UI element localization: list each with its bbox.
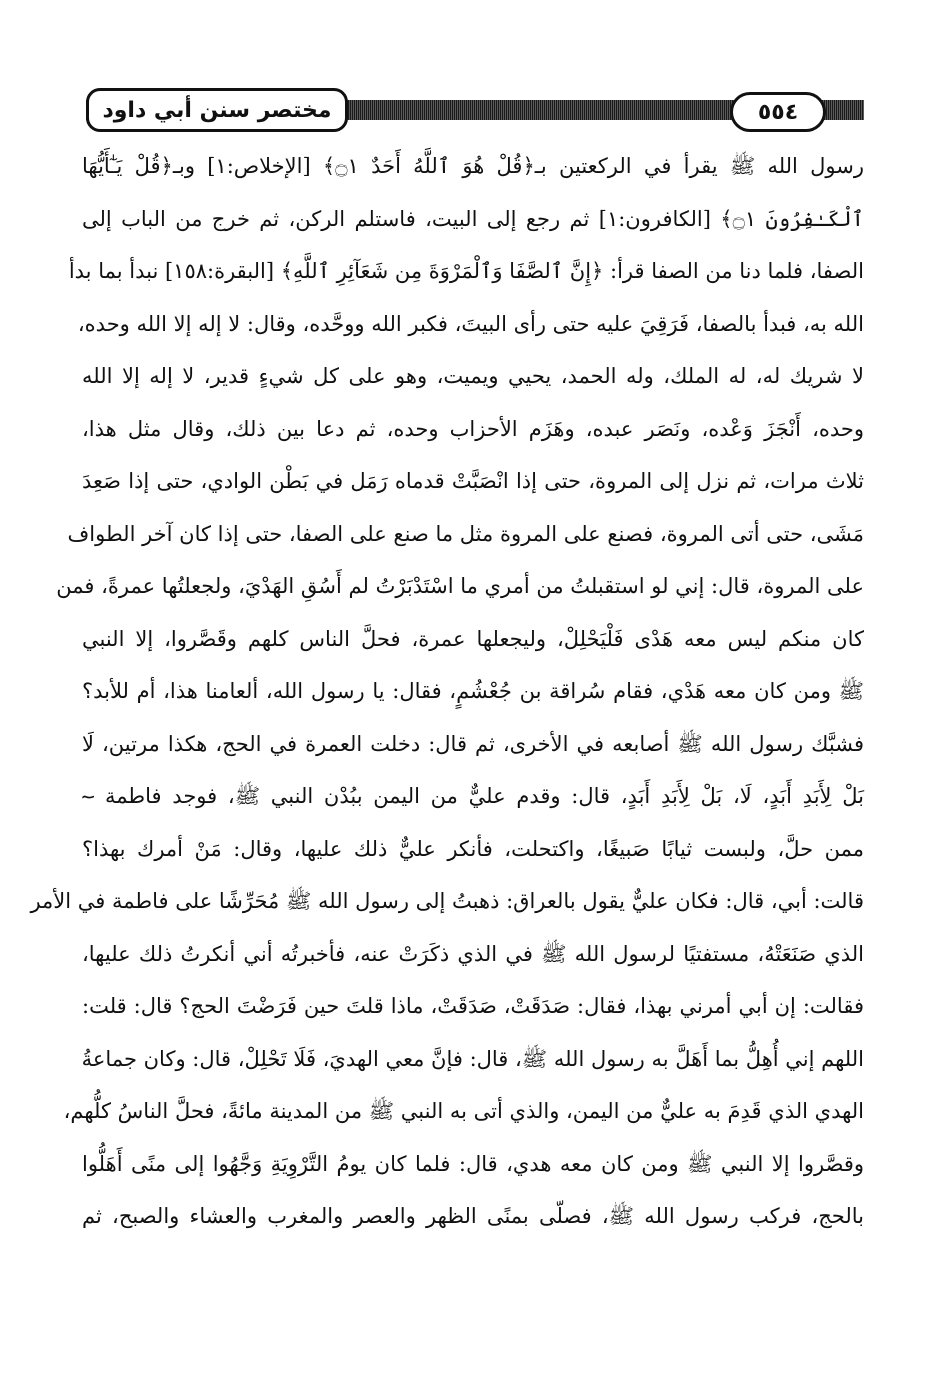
- page-number-frame: [730, 92, 826, 132]
- book-title: مختصر سنن أبي داود: [102, 97, 332, 123]
- text-line: الصفا، فلما دنا من الصفا قرأ: ﴿إِنَّ ٱلصَّفَا وَٱلْمَرْوَةَ مِن شَعَآئِرِ ٱللَّهِ﴾ [البقرة:١٥٨] نبدأ بما بدأ: [68, 259, 864, 283]
- text-line: قالت: أبي، قال: فكان عليٌّ يقول بالعراق: ذهبتُ إلى رسول الله ﷺ مُحَرِّشًا على فاطمة في الأمر: [30, 889, 864, 913]
- text-line: ٱلْكَـٰفِرُونَ ۝١﴾ [الكافرون:١] ثم رجع إلى البيت، فاستلم الركن، ثم خرج من الباب إلى: [82, 206, 864, 231]
- text-line: بالحج، فركب رسول الله ﷺ، فصلّى بمنًى الظهر والعصر والمغرب والعشاء والصبح، ثم: [82, 1204, 864, 1228]
- text-line: مَشَى، حتى أتى المروة، فصنع على المروة مثل ما صنع على الصفا، حتى إذا كان آخر الطواف: [67, 521, 864, 546]
- text-line: رسول الله ﷺ يقرأ في الركعتين بـ﴿قُلْ هُوَ ٱللَّهُ أَحَدٌ ۝١﴾ [الإخلاص:١] وبـ﴿قُلْ يَـٰٓأَيُّهَا: [82, 154, 864, 178]
- book-title-frame: [86, 88, 348, 132]
- text-line: الهدي الذي قَدِمَ به عليٌّ من اليمن، والذي أتى به النبي ﷺ من المدينة مائةً، فحلَّ الناسُ كلُّهم،: [63, 1099, 864, 1123]
- text-line: ممن حلَّ، ولبست ثيابًا صَبيغًا، واكتحلت، فأنكر عليٌّ ذلك عليها، وقال: مَنْ أمرك بهذا؟: [82, 836, 864, 861]
- text-line: الله به، فبدأ بالصفا، فَرَقِيَ عليه حتى رأى البيتَ، فكبر الله ووحَّده، وقال: لا إله إلا الله وحده،: [77, 311, 864, 336]
- text-line: كان منكم ليس معه هَدْى فَلْيَحْلِلْ، وليجعلها عمرة، فحلَّ الناس كلهم وقَصَّروا، إلا النبي: [82, 626, 864, 651]
- text-line: الذي صَنَعَتْهُ، مستفتيًا لرسول الله ﷺ في الذي ذكَرَتْ عنه، فأخبرتُه أني أنكرتُ ذلك عليها،: [82, 941, 864, 966]
- text-line: ثلاث مرات، ثم نزل إلى المروة، حتى إذا انْصَبَّتْ قدماه رَمَل في بَطْن الوادي، حتى إذا صَعِدَ: [82, 469, 864, 493]
- main-text-block: [30, 140, 864, 1243]
- text-line: فشبَّك رسول الله ﷺ أصابعه في الأخرى، ثم قال: دخلت العمرة في الحج، هكذا مرتين، لَا: [82, 731, 864, 756]
- text-line: وحده، أَنْجَزَ وَعْده، ونَصَر عبده، وهَزَم الأحزاب وحده، ثم دعا بين ذلك، وقال مثل هذا،: [82, 416, 864, 441]
- page-number: ٥٥٤: [757, 99, 799, 125]
- page-header: [86, 88, 864, 140]
- text-line: لا شريك له، له الملك، وله الحمد، يحيي ويميت، وهو على كل شيءٍ قدير، لا إله إلا الله: [82, 364, 864, 388]
- text-line: على المروة، قال: إني لو استقبلتُ من أمري ما اسْتَدْبَرْتُ لم أَسُقِ الهَدْيَ، ولجعلتُها عمرةً، فمن: [56, 574, 864, 598]
- text-line: وقصَّروا إلا النبي ﷺ ومن كان معه هدي، قال: فلما كان يومُ التَّرْوِيَةِ وَجَّهُوا إلى منًى أَهَلُّوا: [82, 1151, 864, 1176]
- text-line: ﷺ ومن كان معه هَدْي، فقام سُراقة بن جُعْشُمٍ، فقال: يا رسول الله، ألعامنا هذا، أم للأبد؟: [82, 679, 864, 703]
- text-line: اللهم إني أُهِلُّ بما أَهَلَّ به رسول الله ﷺ، قال: فإنَّ معي الهديَ، فَلَا تَحْلِلْ، قال: وكان جماعةُ: [81, 1046, 864, 1071]
- text-line: فقالت: إن أبي أمرني بهذا، فقال: صَدَقَتْ، صَدَقَتْ، ماذا قلتَ حين فَرَضْتَ الحج؟ قال: قلت:: [82, 994, 864, 1018]
- text-line: بَلْ لِأَبَدِ أَبَدٍ، لَا، بَلْ لِأَبَدِ أَبَدٍ، قال: وقدم عليٌّ من اليمن ببُدْن النبي ﷺ، فوجد فاطمة ؅: [82, 784, 864, 808]
